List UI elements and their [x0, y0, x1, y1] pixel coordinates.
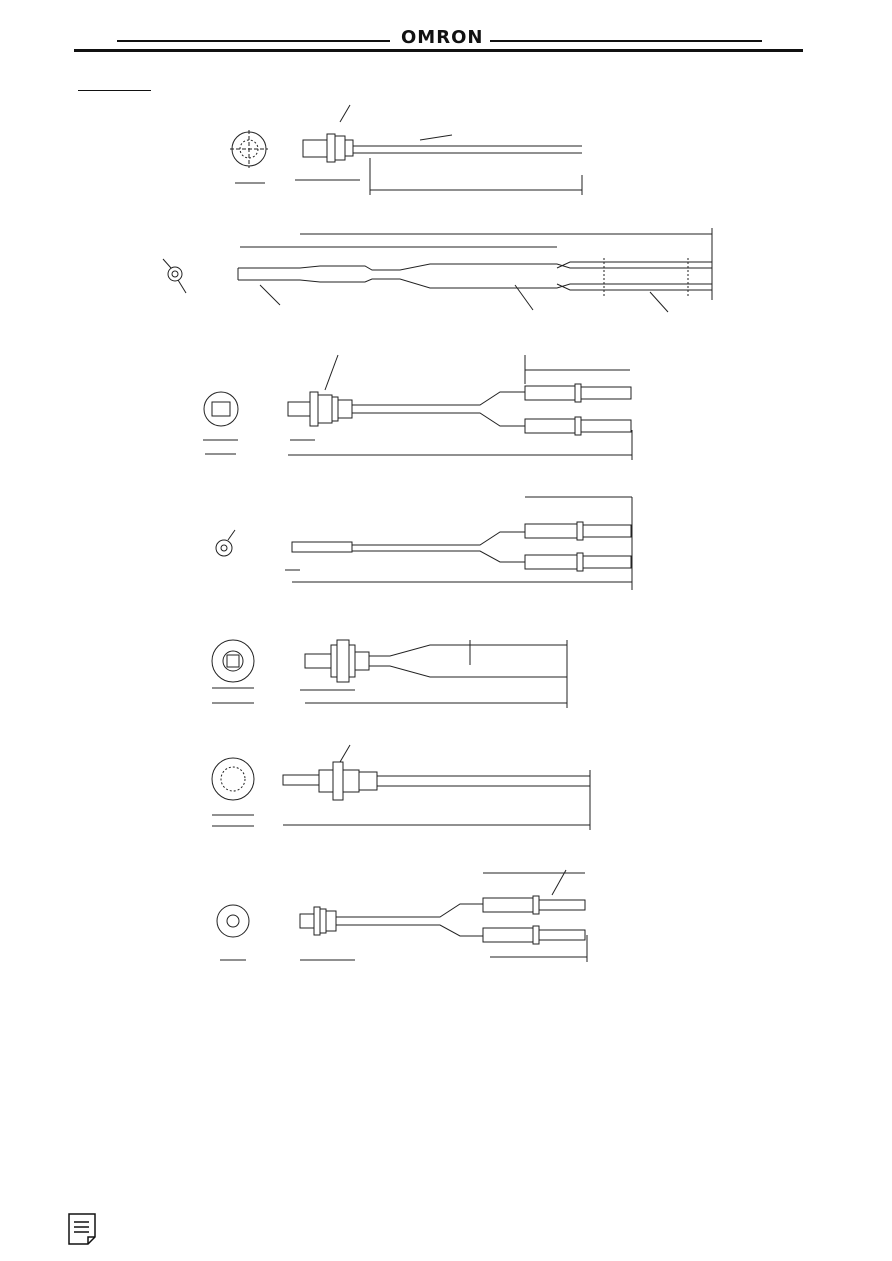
- drawing-fiber-4: [216, 497, 632, 590]
- drawing-fiber-6: [212, 745, 590, 830]
- drawing-fiber-5: [212, 640, 567, 708]
- drawing-fiber-7: [217, 870, 587, 962]
- drawing-fiber-3: [203, 355, 632, 460]
- drawing-fiber-2: [163, 228, 712, 312]
- brand-logo: OMRON: [401, 27, 484, 48]
- document-page-icon: [68, 1213, 96, 1245]
- drawing-fiber-1: [230, 105, 582, 195]
